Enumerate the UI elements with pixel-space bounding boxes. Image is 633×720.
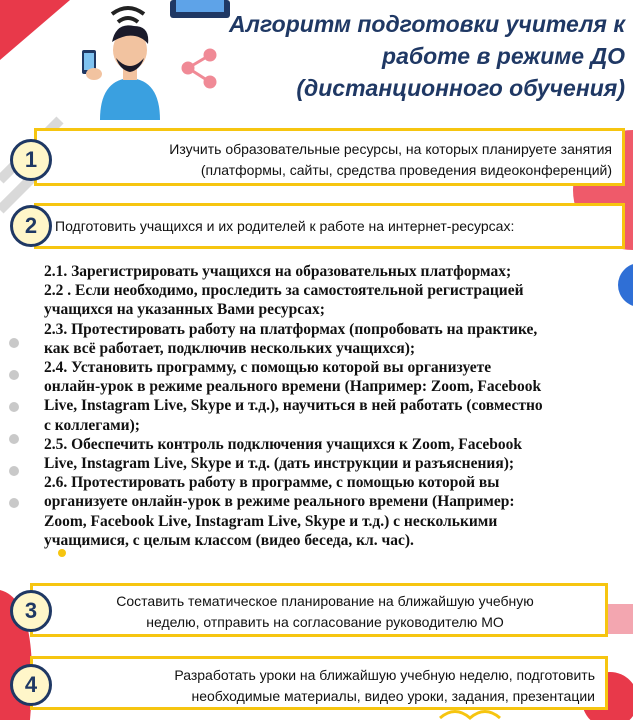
title-line-2: работе в режиме ДО xyxy=(382,43,625,69)
substep-line: учащимися, с целым классом (видео беседа, кл. час). xyxy=(44,531,414,549)
title-line-1: Алгоритм подготовки учителя к xyxy=(229,11,625,37)
substep-line: с коллегами); xyxy=(44,416,140,434)
substep-line: учащихся на указанных Вами ресурсах; xyxy=(44,301,325,319)
substeps-list xyxy=(44,262,624,550)
substep-line: Live, Instagram Live, Skype и т.д.), научиться в ней работать (совместно xyxy=(44,397,543,415)
step-1-text: Изучить образовательные ресурсы, на которых планируете занятия (платформы, сайты, средства проведения видеоконференций) xyxy=(169,141,612,178)
step-2-number: 2 xyxy=(10,205,52,247)
step-4-number: 4 xyxy=(10,664,52,706)
step-2-text: Подготовить учащихся и их родителей к работе на интернет-ресурсах: xyxy=(55,218,515,234)
substep-line: 2.6. Протестировать работу в программе, с помощью которой вы xyxy=(44,474,500,492)
page-title xyxy=(225,8,625,104)
substep-line: Live, Instagram Live, Skype и т.д. (дать инструкции и разъяснения); xyxy=(44,455,515,473)
substep-line: 2.3. Протестировать работу на платформах (попробовать на практике, xyxy=(44,320,538,338)
title-line-3: (дистанционного обучения) xyxy=(296,75,625,101)
step-4-text: Разработать уроки на ближайшую учебную неделю, подготовить необходимые материалы, видео уроки, задания, презентации xyxy=(174,667,595,704)
substep-line: 2.4. Установить программу, с помощью которой вы организуете xyxy=(44,359,492,377)
substep-line: организуете онлайн-урок в режиме реального времени (Например: xyxy=(44,493,515,511)
step-4-box xyxy=(30,656,608,710)
share-icon xyxy=(183,50,215,87)
substep-line: 2.2 . Если необходимо, проследить за самостоятельной регистрацией xyxy=(44,282,524,300)
wifi-icon xyxy=(112,8,144,22)
step-1-number: 1 xyxy=(10,139,52,181)
step-2-box xyxy=(34,203,625,249)
substep-line: 2.5. Обеспечить контроль подключения учащихся к Zoom, Facebook xyxy=(44,435,523,453)
step-1-box xyxy=(34,128,625,186)
substep-line: как всё работает, подключив нескольких учащихся); xyxy=(44,339,416,357)
substep-line: 2.1. Зарегистрировать учащихся на образовательных платформах; xyxy=(44,263,512,280)
substep-line: онлайн-урок в режиме реального времени (Например: Zoom, Facebook xyxy=(44,378,542,396)
step-3-number: 3 xyxy=(10,590,52,632)
step-3-text: Составить тематическое планирование на ближайшую учебную неделю, отправить на согласование руководителю МО xyxy=(116,593,534,630)
substep-line: Zoom, Facebook Live, Instagram Live, Skype и т.д.) с несколькими xyxy=(44,512,498,530)
step-3-box xyxy=(30,583,608,637)
